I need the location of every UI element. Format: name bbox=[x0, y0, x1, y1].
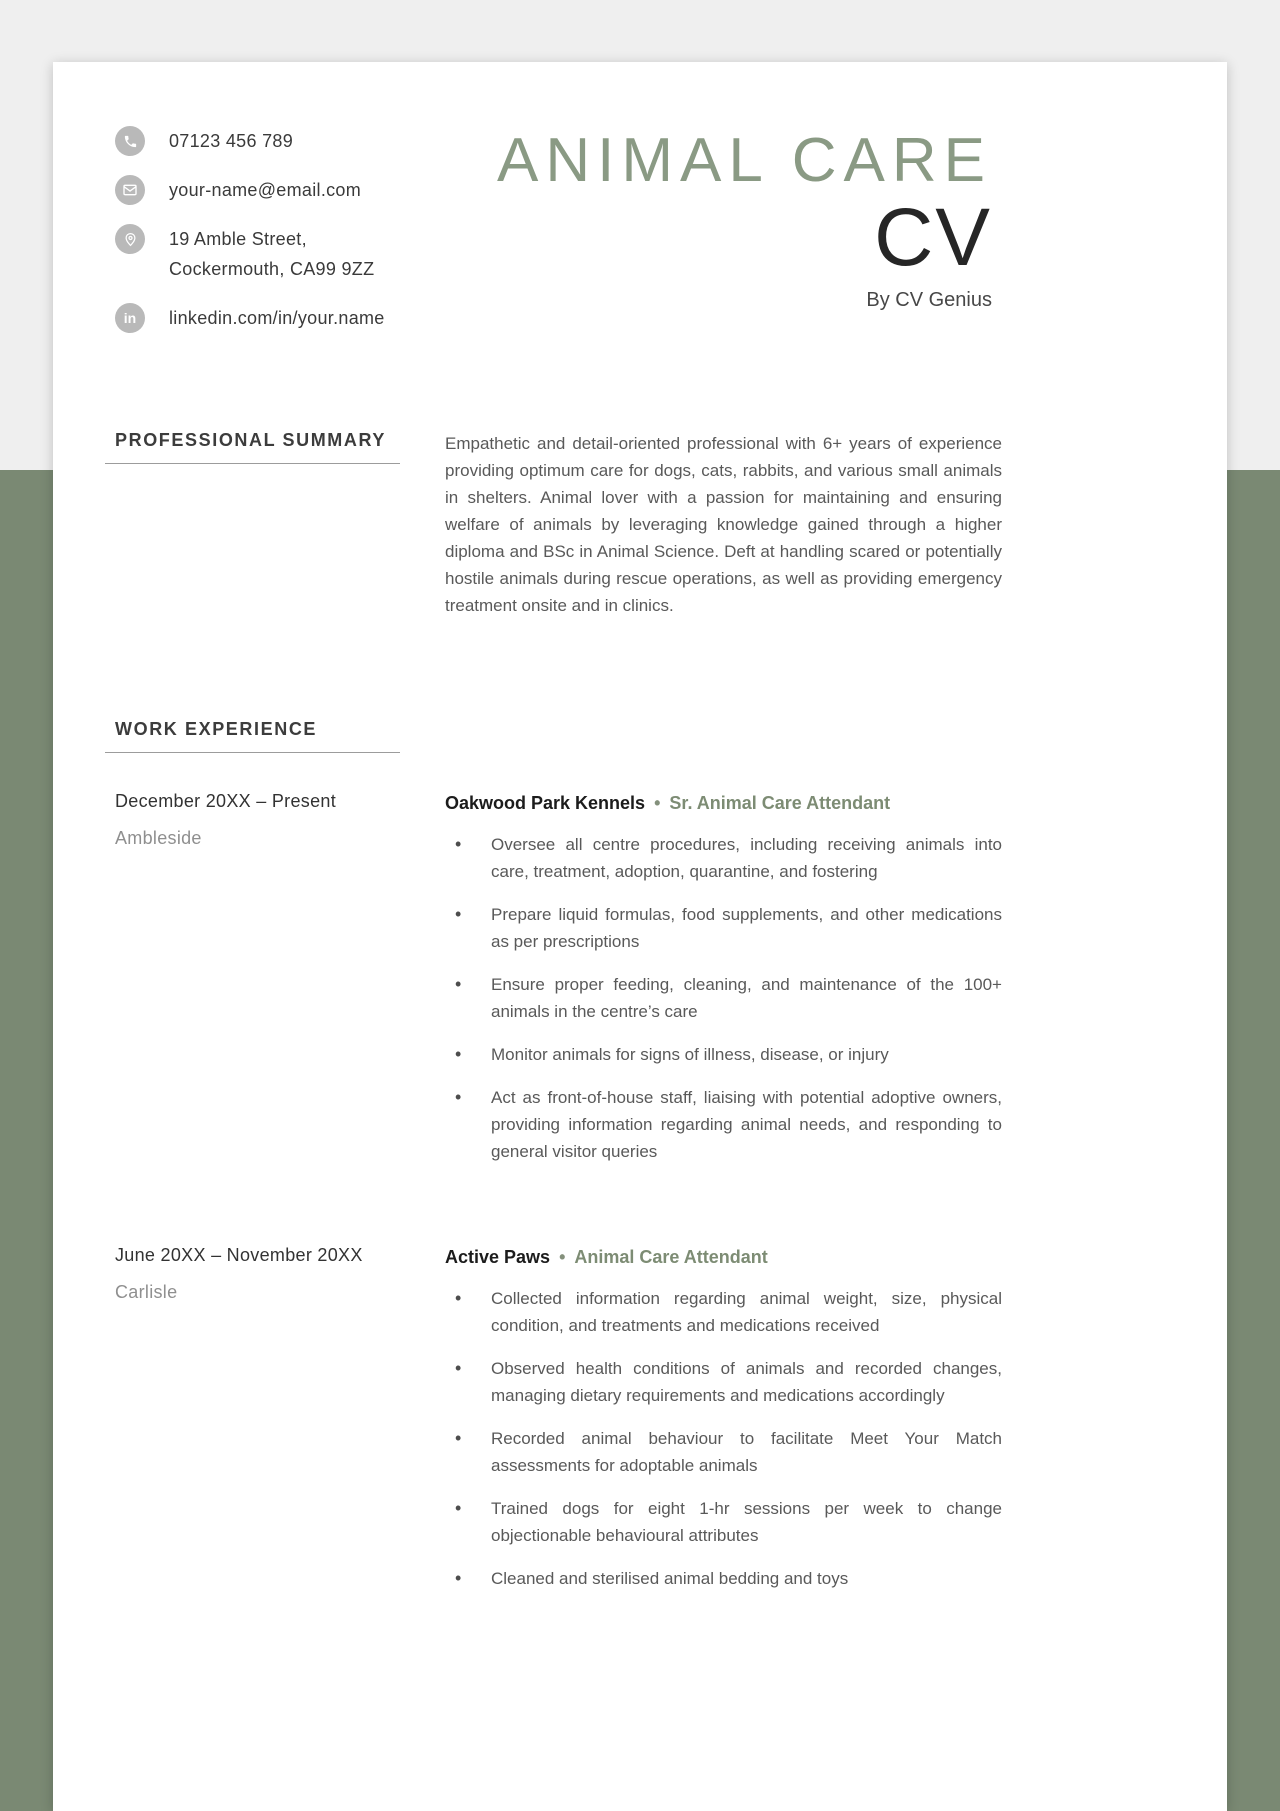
location-icon bbox=[115, 224, 145, 254]
work-heading-rule bbox=[105, 752, 400, 753]
linkedin-url: linkedin.com/in/your.name bbox=[169, 308, 385, 328]
work-heading: WORK EXPERIENCE bbox=[115, 719, 318, 739]
contact-block bbox=[105, 126, 455, 352]
cv-page bbox=[53, 62, 1227, 1811]
contact-phone-row bbox=[115, 126, 455, 156]
bullet-separator: • bbox=[654, 793, 661, 813]
contact-address-row bbox=[115, 224, 455, 284]
summary-paragraph: Empathetic and detail-oriented professional with 6+ years of experience providing optimum care for dogs, cats, rabbits, and various small animals in shelters. Animal lover with a passion for maintaining and ensuring welfare of animals by leveraging knowledge gained through a higher diploma and BSc in Animal Science. Deft at handling scared or potentially hostile animals during rescue operations, as well as providing emergency treatment onsite and in clinics. bbox=[445, 434, 1002, 615]
job-entry bbox=[105, 791, 1002, 1181]
cv-header bbox=[105, 126, 992, 352]
job-dates: December 20XX – Present bbox=[115, 791, 337, 811]
job-title: Animal Care Attendant bbox=[574, 1247, 768, 1267]
address bbox=[169, 224, 374, 284]
job-headline bbox=[445, 791, 1002, 815]
job-bullet: • Act as front-of-house staff, liaising with potential adoptive owners, providing information regarding animal needs, and responding to general visitor queries bbox=[445, 1084, 1002, 1165]
contact-email-row bbox=[115, 175, 455, 205]
job-entry bbox=[105, 1245, 1002, 1608]
summary-heading: PROFESSIONAL SUMMARY bbox=[115, 430, 387, 450]
job-bullet: • Monitor animals for signs of illness, disease, or injury bbox=[445, 1041, 1002, 1068]
cv-subtitle: CV bbox=[874, 192, 992, 284]
job-bullet: • Trained dogs for eight 1-hr sessions per week to change objectionable behavioural attributes bbox=[445, 1495, 1002, 1549]
job-company: Oakwood Park Kennels bbox=[445, 793, 646, 813]
summary-heading-col bbox=[105, 430, 400, 464]
job-bullet: • Cleaned and sterilised animal bedding and toys bbox=[445, 1565, 1002, 1592]
job-meta-col bbox=[105, 791, 400, 849]
job-bullet: • Collected information regarding animal weight, size, physical condition, and treatments and medications received bbox=[445, 1285, 1002, 1339]
email-address: your-name@email.com bbox=[169, 180, 362, 200]
contact-linkedin-row bbox=[115, 303, 455, 333]
job-bullet: • Prepare liquid formulas, food supplements, and other medications as per prescriptions bbox=[445, 901, 1002, 955]
job-dates: June 20XX – November 20XX bbox=[115, 1245, 363, 1265]
work-heading-col bbox=[105, 719, 400, 753]
job-headline bbox=[445, 1245, 1002, 1269]
summary-content-col bbox=[445, 430, 1002, 619]
cv-body bbox=[105, 430, 1002, 1608]
job-location: Ambleside bbox=[115, 828, 202, 848]
job-bullet: • Ensure proper feeding, cleaning, and maintenance of the 100+ animals in the centre’s care bbox=[445, 971, 1002, 1025]
job-bullet-list bbox=[445, 831, 1002, 1165]
job-title: Sr. Animal Care Attendant bbox=[669, 793, 891, 813]
job-bullet-list bbox=[445, 1285, 1002, 1592]
job-bullet: • Observed health conditions of animals and recorded changes, managing dietary requirements and medications accordingly bbox=[445, 1355, 1002, 1409]
address-line-1: 19 Amble Street, bbox=[169, 229, 307, 249]
job-meta-col bbox=[105, 1245, 400, 1303]
linkedin-icon: in bbox=[115, 303, 145, 333]
phone-icon bbox=[115, 126, 145, 156]
work-experience-section bbox=[105, 719, 1002, 1608]
summary-section bbox=[105, 430, 1002, 619]
phone-number: 07123 456 789 bbox=[169, 131, 294, 151]
email-icon bbox=[115, 175, 145, 205]
job-location: Carlisle bbox=[115, 1282, 178, 1302]
address-line-2: Cockermouth, CA99 9ZZ bbox=[169, 259, 375, 279]
job-bullet: • Oversee all centre procedures, including receiving animals into care, treatment, adoption, quarantine, and fostering bbox=[445, 831, 1002, 885]
title-block bbox=[455, 126, 992, 312]
job-bullet: • Recorded animal behaviour to facilitate Meet Your Match assessments for adoptable animals bbox=[445, 1425, 1002, 1479]
summary-heading-rule bbox=[105, 463, 400, 464]
job-company: Active Paws bbox=[445, 1247, 551, 1267]
job-detail-col bbox=[445, 1245, 1002, 1608]
bullet-separator: • bbox=[559, 1247, 566, 1267]
cv-byline: By CV Genius bbox=[866, 289, 992, 312]
work-heading-row bbox=[105, 719, 992, 753]
job-detail-col bbox=[445, 791, 1002, 1181]
cv-main-title: ANIMAL CARE bbox=[496, 126, 992, 195]
